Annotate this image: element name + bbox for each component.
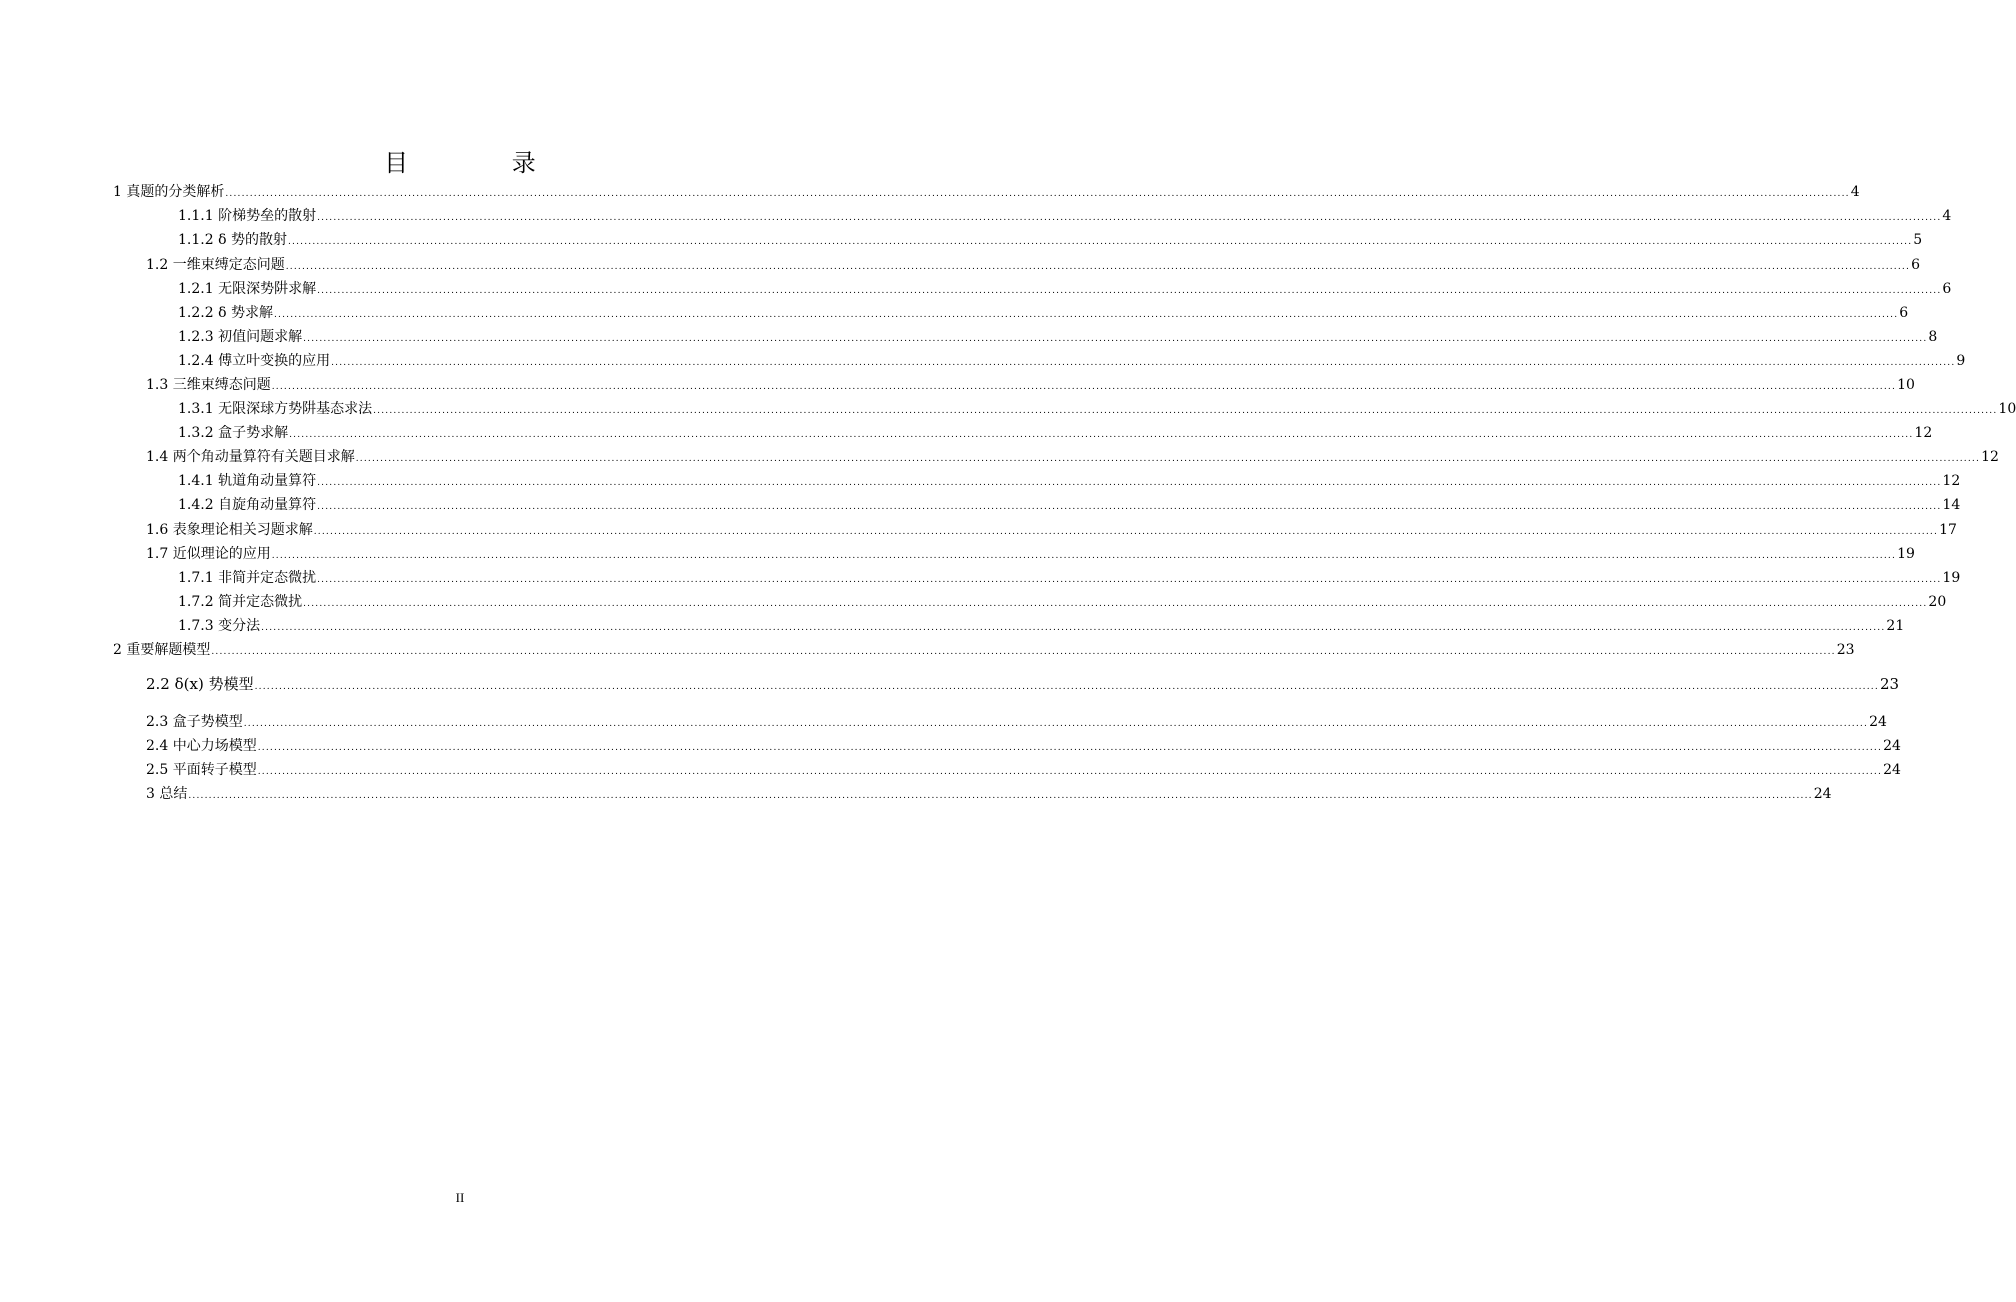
toc-entry[interactable] — [178, 422, 1933, 444]
toc-entry-label: 1.2.3 初值问题求解 — [178, 329, 303, 345]
dot-leader: ................................................................................................................................................................................................................................................................................................................................................................................................................ — [243, 719, 1869, 729]
dot-leader: ................................................................................................................................................................................................................................................................................................................................................................................................................ — [355, 454, 1981, 464]
toc-entry-label: 3 总结 — [146, 786, 188, 802]
dot-leader: ................................................................................................................................................................................................................................................................................................................................................................................................................ — [285, 262, 1911, 272]
toc-entry-label: 1.2.1 无限深势阱求解 — [178, 281, 317, 297]
toc-entry-label: 1.6 表象理论相关习题求解 — [146, 522, 313, 538]
toc-entry-label: 2.2 δ(x) 势模型 — [146, 675, 254, 693]
toc-entry[interactable] — [146, 519, 1957, 541]
toc-entry[interactable] — [178, 398, 2016, 420]
toc-entry[interactable] — [178, 494, 1961, 516]
toc-entry[interactable] — [113, 181, 1860, 203]
toc-entry[interactable] — [178, 326, 1938, 348]
toc-entry-page: 14 — [1942, 497, 1961, 513]
toc-entry[interactable] — [178, 302, 1909, 324]
dot-leader: ................................................................................................................................................................................................................................................................................................................................................................................................................ — [317, 286, 1942, 296]
dot-leader: ................................................................................................................................................................................................................................................................................................................................................................................................................ — [303, 334, 1928, 344]
toc-entry-label: 1 真题的分类解析 — [113, 184, 225, 200]
toc-entry-page: 12 — [1914, 425, 1933, 441]
toc-entry-label: 1.3.1 无限深球方势阱基态求法 — [178, 401, 373, 417]
dot-leader: ................................................................................................................................................................................................................................................................................................................................................................................................................ — [257, 743, 1883, 753]
toc-entry-label: 1.4 两个角动量算符有关题目求解 — [146, 449, 355, 465]
toc-entry-page: 5 — [1913, 232, 1923, 248]
toc-entry[interactable] — [178, 278, 1952, 300]
dot-leader: ................................................................................................................................................................................................................................................................................................................................................................................................................ — [271, 382, 1897, 392]
toc-entry-page: 12 — [1942, 473, 1961, 489]
toc-entry-page: 4 — [1942, 208, 1952, 224]
dot-leader: ................................................................................................................................................................................................................................................................................................................................................................................................................ — [271, 551, 1897, 561]
toc-entry-label: 1.4.1 轨道角动量算符 — [178, 473, 317, 489]
toc-entry-page: 20 — [1928, 594, 1947, 610]
toc-entry-page: 23 — [1836, 642, 1855, 658]
toc-entry[interactable] — [178, 567, 1961, 589]
toc-entry-label: 1.1.2 δ 势的散射 — [178, 232, 287, 248]
toc-entry[interactable] — [146, 673, 1900, 695]
toc-entry-page: 6 — [1942, 281, 1952, 297]
toc-entry[interactable] — [146, 711, 1887, 733]
dot-leader: ................................................................................................................................................................................................................................................................................................................................................................................................................ — [188, 791, 1813, 801]
dot-leader: ................................................................................................................................................................................................................................................................................................................................................................................................................ — [287, 237, 1913, 247]
toc-entry-label: 1.7.1 非简并定态微扰 — [178, 570, 317, 586]
toc-entry-label: 2.4 中心力场模型 — [146, 738, 257, 754]
toc-entry[interactable] — [146, 543, 1915, 565]
dot-leader: ................................................................................................................................................................................................................................................................................................................................................................................................................ — [261, 623, 1886, 633]
dot-leader: ................................................................................................................................................................................................................................................................................................................................................................................................................ — [225, 189, 1850, 199]
toc-entry-label: 1.7 近似理论的应用 — [146, 546, 271, 562]
toc-entry-label: 2.5 平面转子模型 — [146, 762, 257, 778]
toc-entry-page: 8 — [1928, 329, 1938, 345]
toc-entry-label: 1.7.3 变分法 — [178, 618, 261, 634]
toc-entry[interactable] — [146, 783, 1832, 805]
toc-entry-label: 1.4.2 自旋角动量算符 — [178, 497, 317, 513]
toc-entry-page: 24 — [1883, 738, 1901, 754]
dot-leader: ................................................................................................................................................................................................................................................................................................................................................................................................................ — [257, 767, 1883, 777]
dot-leader: ................................................................................................................................................................................................................................................................................................................................................................................................................ — [317, 575, 1942, 585]
toc-entry[interactable] — [178, 470, 1961, 492]
toc-entry-page: 19 — [1942, 570, 1961, 586]
toc-entry-page: 6 — [1911, 257, 1920, 273]
toc-entry-label: 1.3 三维束缚态问题 — [146, 377, 271, 393]
toc-entry-page: 10 — [1897, 377, 1915, 393]
toc-entry-page: 9 — [1956, 353, 1966, 369]
toc-entry-page: 17 — [1939, 522, 1957, 538]
toc-entry[interactable] — [178, 615, 1905, 637]
toc-entry-page: 24 — [1883, 762, 1901, 778]
toc-entry-label: 1.3.2 盒子势求解 — [178, 425, 289, 441]
dot-leader: ................................................................................................................................................................................................................................................................................................................................................................................................................ — [273, 310, 1899, 320]
toc-entry-page: 10 — [1998, 401, 2016, 417]
toc-entry-page: 24 — [1869, 714, 1887, 730]
toc-entry[interactable] — [146, 735, 1901, 757]
dot-leader: ................................................................................................................................................................................................................................................................................................................................................................................................................ — [373, 406, 1998, 416]
toc-entry[interactable] — [178, 591, 1947, 613]
toc-entry-label: 1.2.2 δ 势求解 — [178, 305, 273, 321]
toc-entry[interactable] — [178, 205, 1952, 227]
toc-entry-page: 24 — [1813, 786, 1832, 802]
toc-entry-label: 1.1.1 阶梯势垒的散射 — [178, 208, 317, 224]
toc-entry-page: 23 — [1879, 675, 1900, 693]
toc-entry-label: 2.3 盒子势模型 — [146, 714, 243, 730]
toc-entry[interactable] — [146, 374, 1915, 396]
page-number: II — [455, 1190, 465, 1205]
toc-entry[interactable] — [146, 254, 1920, 276]
dot-leader: ................................................................................................................................................................................................................................................................................................................................................................................................................ — [317, 478, 1942, 488]
dot-leader: ................................................................................................................................................................................................................................................................................................................................................................................................................ — [211, 647, 1836, 657]
toc-entry-page: 21 — [1886, 618, 1905, 634]
toc-entry-page: 4 — [1850, 184, 1860, 200]
toc-entry-label: 2 重要解题模型 — [113, 642, 211, 658]
toc-entry-label: 1.2 一维束缚定态问题 — [146, 257, 285, 273]
toc-entry-page: 12 — [1981, 449, 1999, 465]
dot-leader: ................................................................................................................................................................................................................................................................................................................................................................................................................ — [317, 502, 1942, 512]
toc-entry[interactable] — [113, 639, 1855, 661]
dot-leader: ................................................................................................................................................................................................................................................................................................................................................................................................................ — [317, 213, 1942, 223]
toc-entry[interactable] — [146, 446, 1999, 468]
dot-leader: ................................................................................................................................................................................................................................................................................................................................................................................................................ — [313, 527, 1939, 537]
dot-leader: ................................................................................................................................................................................................................................................................................................................................................................................................................ — [254, 682, 1879, 692]
toc-entry-label: 1.2.4 傅立叶变换的应用 — [178, 353, 331, 369]
toc-entry[interactable] — [178, 350, 1966, 372]
toc-entry-page: 19 — [1897, 546, 1915, 562]
dot-leader: ................................................................................................................................................................................................................................................................................................................................................................................................................ — [289, 430, 1914, 440]
page-title: 目 录 — [384, 149, 584, 177]
dot-leader: ................................................................................................................................................................................................................................................................................................................................................................................................................ — [331, 358, 1956, 368]
toc-entry-page: 6 — [1899, 305, 1909, 321]
toc-entry-label: 1.7.2 简并定态微扰 — [178, 594, 303, 610]
toc-entry[interactable] — [178, 229, 1923, 251]
dot-leader: ................................................................................................................................................................................................................................................................................................................................................................................................................ — [303, 599, 1928, 609]
toc-entry[interactable] — [146, 759, 1901, 781]
